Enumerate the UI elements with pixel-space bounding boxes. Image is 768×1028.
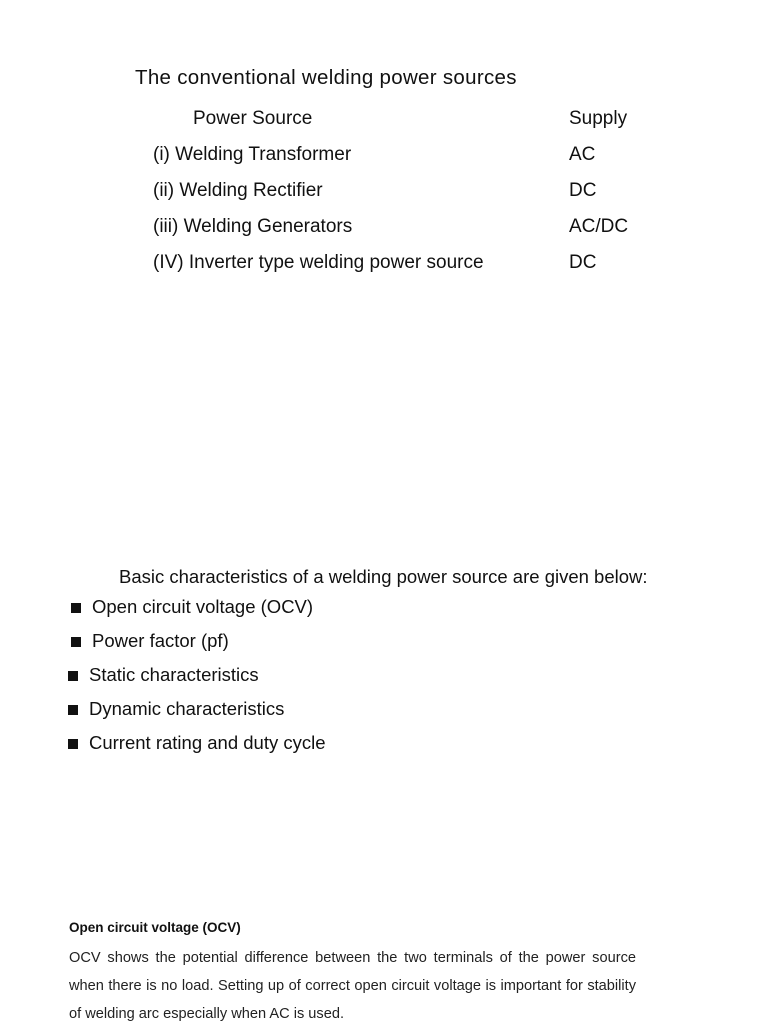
table-row [0,180,768,206]
table-row [0,144,768,170]
square-bullet-icon [68,671,78,681]
list-item-label: Static characteristics [89,664,259,685]
square-bullet-icon [68,705,78,715]
ocv-heading: Open circuit voltage (OCV) [69,920,241,935]
supply-cell: AC [569,144,596,165]
square-bullet-icon [71,603,81,613]
ocv-paragraph: OCV shows the potential difference between the two terminals of the power source when there is no load. Setting up of correct open circuit voltage is important for stability of welding arc especially when AC is used. [69,950,636,1022]
list-item-label: Dynamic characteristics [89,698,285,719]
square-bullet-icon [71,637,81,647]
supply-cell: DC [569,252,597,273]
header-supply: Supply [569,108,628,129]
source-cell: (ii) Welding Rectifier [153,180,323,201]
list-item-label: Open circuit voltage (OCV) [92,596,314,617]
source-cell: (iii) Welding Generators [153,216,353,237]
supply-cell: DC [569,180,597,201]
list-item-label: Current rating and duty cycle [89,732,326,753]
source-cell: (IV) Inverter type welding power source [153,252,484,273]
source-cell: (i) Welding Transformer [153,144,352,165]
characteristics-intro: Basic characteristics of a welding power source are given below: [119,566,648,587]
square-bullet-icon [68,739,78,749]
list-item-label: Power factor (pf) [92,630,229,651]
table-header-row [0,108,768,134]
power-sources-title: The conventional welding power sources [135,66,517,89]
table-row [0,216,768,242]
supply-cell: AC/DC [569,216,629,237]
header-power-source: Power Source [193,108,313,129]
table-row [0,252,768,278]
